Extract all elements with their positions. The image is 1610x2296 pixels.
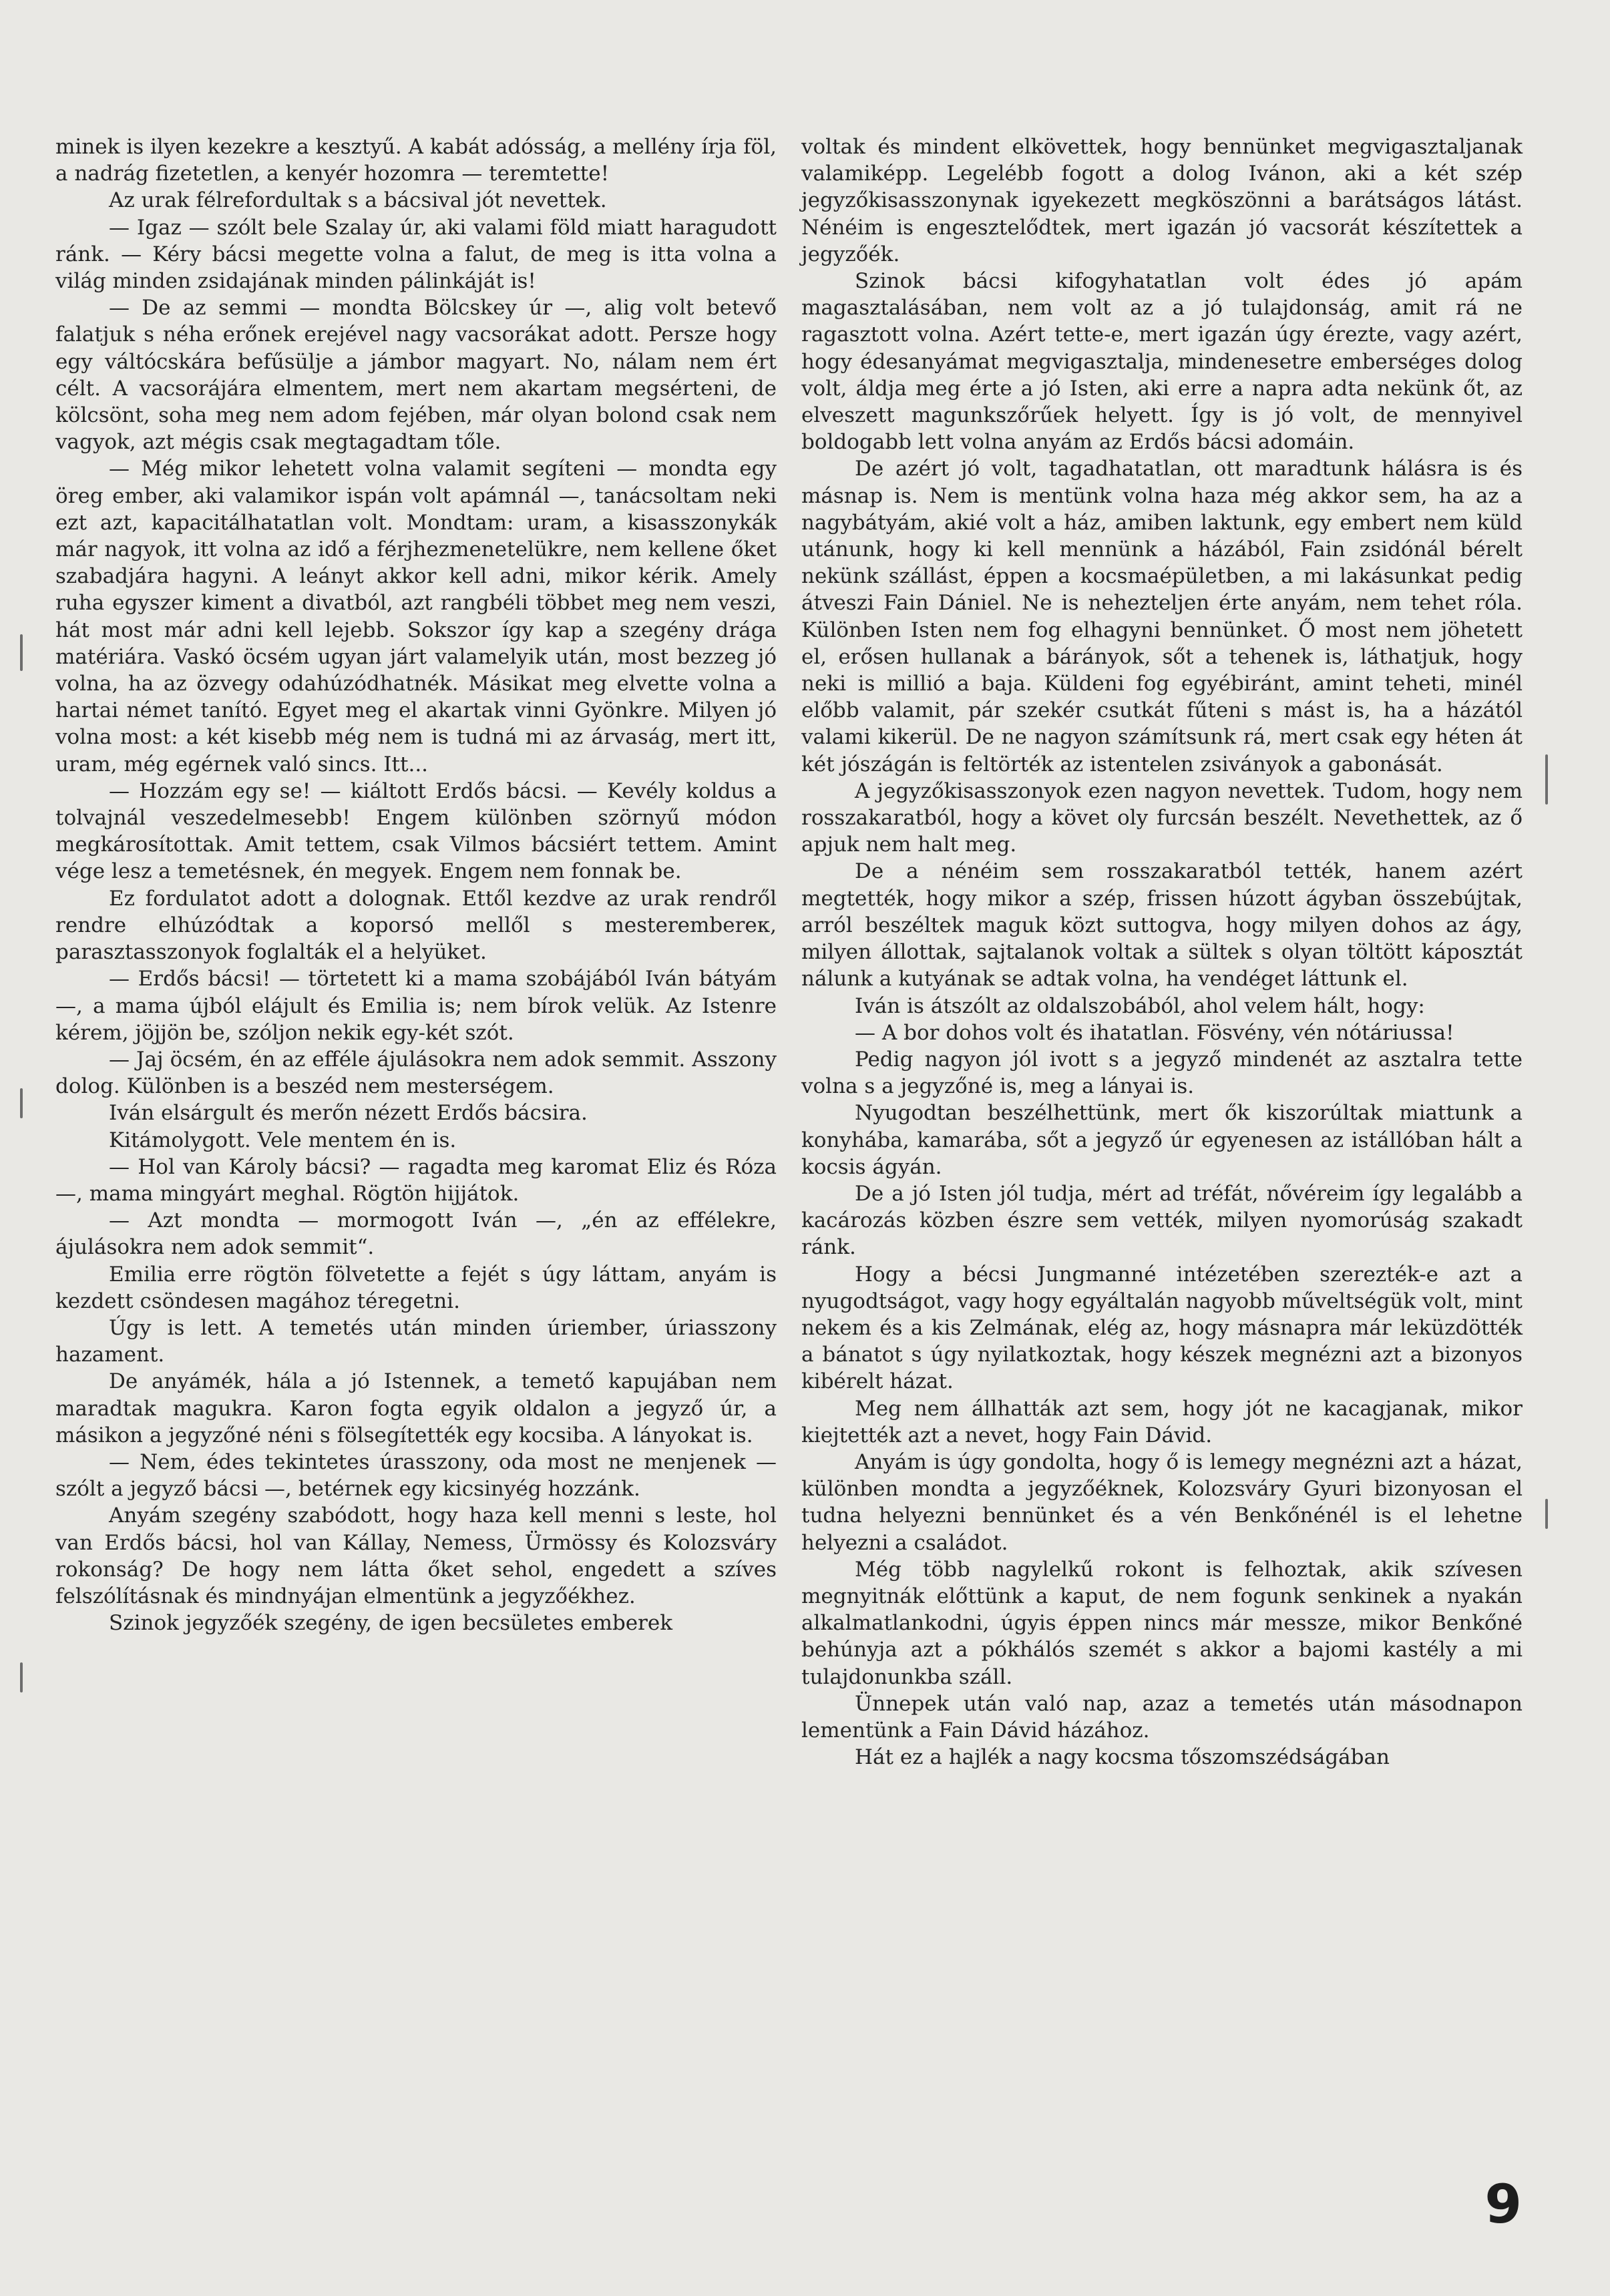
paragraph: Iván elsárgult és merőn nézett Erdős bácsira. — [109, 1101, 588, 1126]
paragraph: Még több nagylelkű rokont is felhoztak, akik szívesen megnyitnák előttünk a kaput, de nem fogunk senkinek a nyakán alkalmatlankodni, úgyis éppen nincs már messze, mikor Benkőné behúnyja azt a pókhálós szemét s akkor a bajomi kastély a mi tulajdonunkba száll. — [801, 1557, 1523, 1689]
paragraph: Anyám is úgy gondolta, hogy ő is lemegy megnézni azt a házat, különben mondta a jegyzőéknek, Kolozsváry Gyuri bizonyosan el tudna helyezni bennünket és a vén Benkőnénél is el lehetne helyezni a családot. — [801, 1449, 1523, 1555]
paragraph: Hogy a bécsi Jungmanné intézetében szerezték-e azt a nyugodtságot, vagy hogy egyáltalán nagyobb műveltségük volt, mint nekem és a kis Zelmának, elég az, hogy másnapra már leküzdötték a bánatot s úgy nyilatkoztak, hogy készek megnézni azt a bizonyos kibérelt házat. — [801, 1262, 1523, 1394]
paragraph: De anyámék, hála a jó Istennek, a temető kapujában nem maradtak magukra. Karon fogta egyik oldalon a jegyző úr, a másikon a jegyzőné néni s fölsegítették egy kocsiba. A lányokat is. — [55, 1369, 777, 1447]
paragraph: Hát ez a hajlék a nagy kocsma tőszomszédságában — [855, 1745, 1390, 1770]
paragraph: Meg nem állhatták azt sem, hogy jót ne kacagjanak, mikor kiejtették azt a nevet, hogy Fain Dávid. — [801, 1396, 1523, 1447]
scan-speck — [20, 1662, 23, 1692]
left-text-column — [55, 134, 777, 1636]
paragraph: — Erdős bácsi! — törtetett ki a mama szobájából Iván bátyám —, a mama újból elájult és Emilia is; nem bírok velük. Az Istenre kérem, jöjjön be, szóljon nekik egy-két szót. — [55, 967, 777, 1045]
paragraph: Iván is átszólt az oldalszobából, ahol velem hált, hogy: — [855, 993, 1425, 1018]
paragraph: De azért jó volt, tagadhatatlan, ott maradtunk hálásra is és másnap is. Nem is mentünk volna haza még akkor sem, ha az a nagybátyám, akié volt a ház, amiben laktunk, egy embert nem küld utánunk, hogy ki kell mennünk a házából, Fain zsidónál bérelt nekünk szállást, éppen a kocsmaépületben, a mi lakásunkat pedig átveszi Fain Dániel. Ne is neheztelјen érte anyám, nem tehet róla. Különben Isten nem fog elhagyni bennünket. Ő most nem jöhetett el, erősen hullanak a bárányok, sőt a tehenek is, láthatjuk, hogy neki is millió a baja. Küldeni fog egyébiránt, amint teheti, minél előbb valamit, pár szekér csutkát fűteni s mást is, ha a házától valami kikerül. De ne nagyon számítsunk rá, mert csak egy héten át két jószágán is feltörték az istentelen zsiványok a gabonását. — [801, 457, 1523, 776]
paragraph: Pedig nagyon jól ivott s a jegyző mindenét az asztalra tette volna s a jegyzőné is, meg a lányai is. — [801, 1047, 1523, 1099]
paragraph: Nyugodtan beszélhettünk, mert ők kiszorúltak miattunk a konyhába, kamarába, sőt a jegyző úr egyenesen az istállóban hált a kocsis ágyán. — [801, 1101, 1523, 1179]
paragraph: voltak és mindent elkövettek, hogy bennünket megvigasztaljanak valamiképp. Legelébb fogott a dolog Ivánon, aki a két szép jegyzőkisasszonynak igyekezett megköszönni a barátságos látást. Nénéim is engesztelődtek, mert igazán jó vacsorát készítettek a jegyzőék. — [801, 135, 1523, 266]
paragraph: — Még mikor lehetett volna valamit segíteni — mondta egy öreg ember, aki valamikor ispán volt apámnál —, tanácsoltam neki ezt azt, kapacitálhatatlan volt. Mondtam: uram, a kisasszonykák már nagyok, itt volna az idő a férjhezmenetelükre, nem kellene őket szabadjára hagyni. A leányt akkor kell adni, mikor kérik. Amely ruha egyszer kiment a divatból, azt rangbéli többet meg nem veszi, hát most már adni kell lejebb. Sokszor így kap a szegény drága matériára. Vaskó öcsém ugyan járt valamelyik után, most bezzeg jó volna, ha az özvegy odahúzódhatnék. Másikat meg elvette volna a hartai német tanító. Egyet meg el akartak vinni Gyönkre. Milyen jó volna most: a két kisebb még nem is tudná mi az árvaság, mert itt, uram, még egérnek való sincs. Itt... — [55, 457, 777, 776]
paragraph: — Nem, édes tekintetes úrasszony, oda most ne menjenek — szólt a jegyző bácsi —, betérnek egy kicsinyég hozzánk. — [55, 1449, 777, 1502]
paragraph: Kitámolygott. Vele mentem én is. — [109, 1128, 457, 1152]
scan-speck — [20, 1088, 23, 1118]
paragraph: — Hol van Károly bácsi? — ragadta meg karomat Eliz és Róza —, mama mingyárt meghal. Rögtön hijjátok. — [55, 1154, 777, 1206]
paragraph: — Hozzám egy se! — kiáltott Erdős bácsi. — Kevély koldus a tolvajnál veszedelmesebb! Engem különben szörnyű módon megkárosítottak. Amit tettem, csak Vilmos bácsiért tettem. Amint vége lesz a temetésnek, én megyek. Engem nem fonnak be. — [55, 778, 777, 884]
paragraph: — Azt mondta — mormogott Iván —, „én az effélekre, ájulásokra nem adok semmit“. — [55, 1208, 777, 1260]
paragraph: — Jaj öcsém, én az efféle ájulásokra nem adok semmit. Asszony dolog. Különben is a beszéd nem mesterségem. — [55, 1047, 777, 1099]
right-text-column — [801, 134, 1523, 1771]
paragraph: Szinok bácsi kifogyhatatlan volt édes jó apám magasztalásában, nem volt az a jó tulajdonság, amit rá ne ragasztott volna. Azért tette-e, mert igazán úgy érezte, vagy azért, hogy édesanyámat megvigasztalja, mindenesetre emberséges dolog volt, áldja meg érte a jó Isten, aki erre a napra adta nekünk őt, az elveszett magunkszőrűek helyett. Így is jó volt, de mennyivel boldogabb lett volna anyám az Erdős bácsi adomáin. — [801, 269, 1523, 455]
paragraph: — A bor dohos volt és ihatatlan. Fösvény, vén nótáriussa! — [855, 1020, 1454, 1045]
page-number: 9 — [1484, 2173, 1522, 2235]
paragraph: De a jó Isten jól tudja, mért ad tréfát, nővéreim így legalább a kacározás közben észre sem vették, milyen nyomorúság szakadt ránk. — [801, 1181, 1523, 1260]
paragraph: Emilia erre rögtön fölvetette a fejét s úgy láttam, anyám is kezdett csöndesen magához téregetni. — [55, 1262, 777, 1313]
paragraph: minek is ilyen kezekre a kesztyű. A kabát adósság, a mellény írja föl, a nadrág fizetetlen, a kenyér hozomra — teremtette! — [55, 135, 777, 186]
paragraph: Ez fordulatot adott a dolognak. Ettől kezdve az urak rendről rendre elhúzódtak a koporsó mellől s mesterembereк, parasztasszonyok foglalták el a helyüket. — [55, 886, 777, 965]
paragraph: — De az semmi — mondta Bölcskey úr —, alig volt betevő falatjuk s néha erőnek erejével nagy vacsorákat adott. Persze hogy egy váltócskára befűsülje a jámbor magyart. No, nálam nem ért célt. A vacsorájára elmentem, mert nem akartam megsérteni, de kölcsönt, soha meg nem adom fejében, már olyan bolond csak nem vagyok, azt mégis csak megtagadtam tőle. — [55, 296, 777, 455]
paragraph: Az urak félrefordultak s a bácsival jót nevettek. — [109, 188, 607, 213]
paragraph: Úgy is lett. A temetés után minden úriember, úriasszony hazament. — [55, 1315, 777, 1367]
paragraph: A jegyzőkisasszonyok ezen nagyon nevettek. Tudom, hogy nem rosszakaratból, hogy a követ oly furcsán beszélt. Nevethettek, az ő apjuk nem halt meg. — [801, 778, 1523, 857]
paragraph: Ünnepek után való nap, azaz a temetés után másodnapon lementünk a Fain Dávid házához. — [801, 1691, 1523, 1743]
paragraph: Anyám szegény szabódott, hogy haza kell menni s leste, hol van Erdős bácsi, hol van Kállay, Nemess, Ürmössy és Kolozsváry rokonság? De hogy nem látta őket sehol, engedett a szíves felszólításnak és mindnyájan elmentünk a jegyzőékhez. — [55, 1504, 777, 1608]
scan-speck — [1545, 754, 1548, 805]
paragraph: — Igaz — szólt bele Szalay úr, aki valami föld miatt haragudott ránk. — Kéry bácsi megette volna a falut, de meg is itta volna a világ minden zsidajának minden pálinkáját is! — [55, 215, 777, 294]
paragraph: De a nénéim sem rosszakaratból tették, hanem azért megtették, hogy mikor a szép, frissen húzott ágyban összebújtak, arról beszéltek maguk közt suttogva, hogy milyen dohos az ágy, milyen állottak, sajtalanok voltak a sültek s olyan töltött káposztát nálunk a kutyának se adtak volna, ha vendéget láttunk el. — [801, 859, 1523, 991]
scan-speck — [20, 634, 23, 671]
scan-speck — [1545, 1499, 1548, 1529]
paragraph: Szinok jegyzőék szegény, de igen becsületes emberek — [109, 1611, 672, 1636]
